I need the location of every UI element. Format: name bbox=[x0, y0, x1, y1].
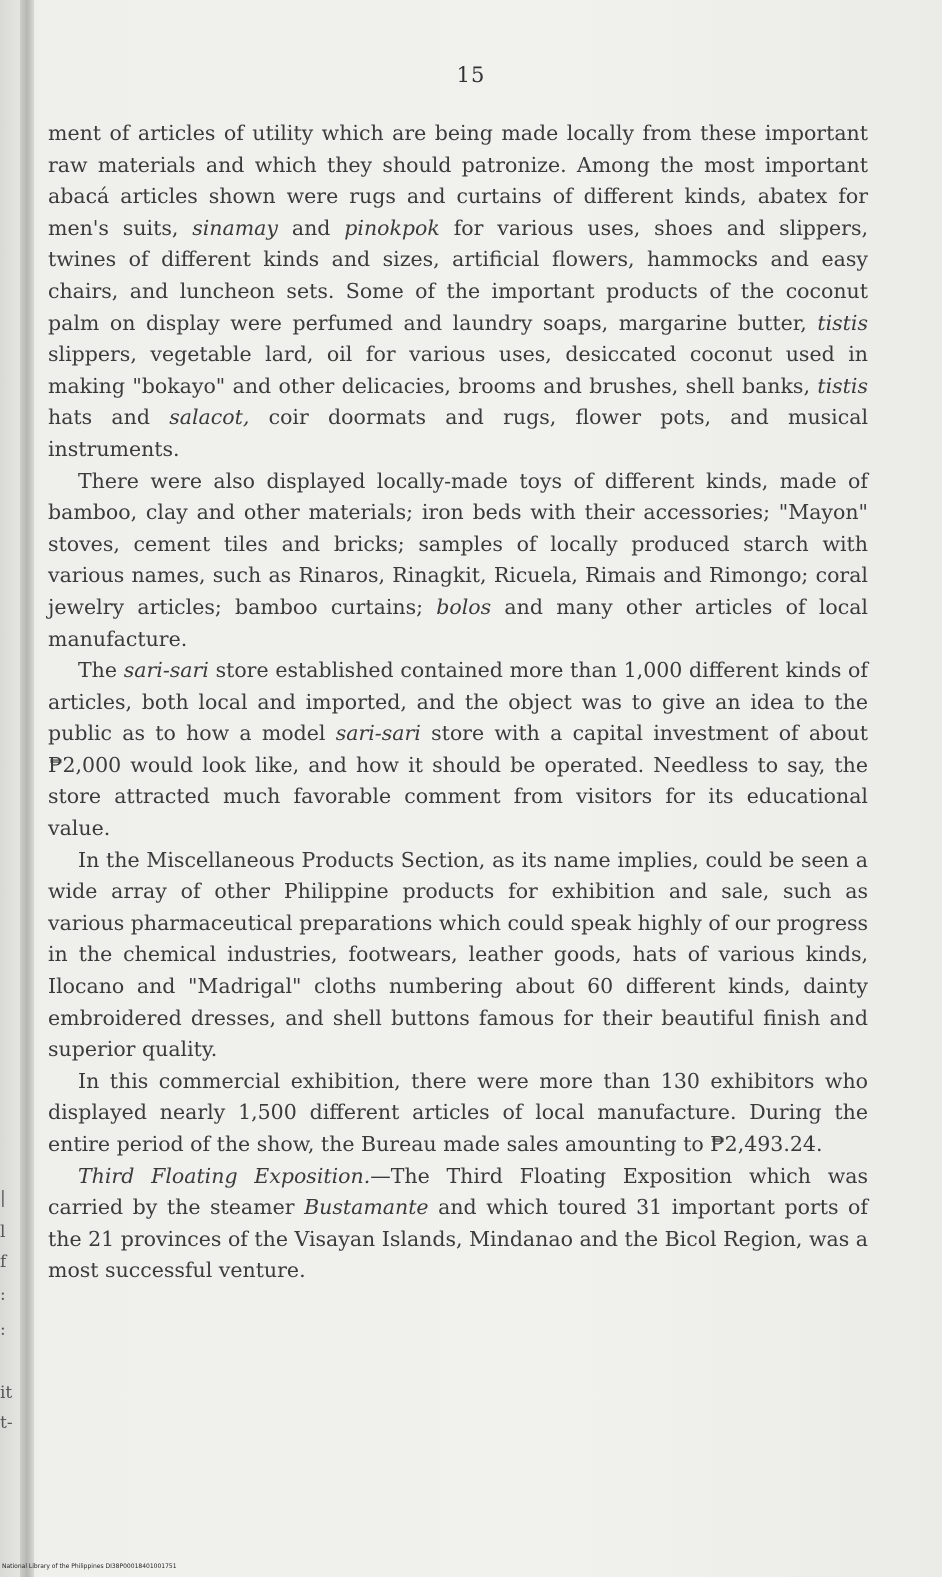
page-number: 15 bbox=[456, 63, 486, 87]
paragraph-5: In this commercial exhibition, there were more than 130 exhibitors who displayed nearly 1,500 different articles of local manufacture. During the entire period of the show, the Bureau made sales amounting to ₱2,493.24. bbox=[48, 1068, 868, 1156]
footer-credit: National Library of the Philippines DI38P00018401001751 bbox=[2, 1563, 177, 1570]
margin-mark: | bbox=[0, 1188, 6, 1208]
paragraph-6: Third Floating Exposition.—The Third Floating Exposition which was carried by the steamer Bustamante and which toured 31 important ports of the 21 provinces of the Visayan Islands, Mindanao and the Bicol Region, was a most successful venture. bbox=[48, 1163, 868, 1283]
book-binding-edge bbox=[20, 0, 34, 1577]
paragraph-4: In the Miscellaneous Products Section, as its name implies, could be seen a wide array of other Philippine products for exhibition and sale, such as various pharmaceutical preparations which could speak highly of our progress in the chemical industries, footwears, leather goods, hats of various kinds, Ilocano and "Madrigal" cloths numbering about 60 different kinds, dainty embroidered dresses, and shell buttons famous for their beautiful finish and superior quality. bbox=[48, 847, 868, 1062]
margin-mark: l bbox=[0, 1222, 6, 1242]
paragraph-1: ment of articles of utility which are being made locally from these important raw materials and which they should patronize. Among the most important abacá articles shown were rugs and curtains of different kinds, abatex for men's suits, sinamay and pinokpok for various uses, shoes and slippers, twines of different kinds and sizes, artificial flowers, hammocks and easy chairs, and luncheon sets. Some of the important products of the coconut palm on display were perfumed and laundry soaps, margarine butter, tistis slippers, vegetable lard, oil for various uses, desiccated coconut used in making "bokayo" and other delicacies, brooms and brushes, shell banks, tistis hats and salacot, coir doormats and rugs, flower pots, and musical instruments. bbox=[48, 121, 868, 461]
paragraph-2: There were also displayed locally-made toys of different kinds, made of bamboo, clay and other materials; iron beds with their accessories; "Mayon" stoves, cement tiles and bricks; samples of locally produced starch with various names, such as Rinaros, Rinagkit, Ricuela, Rimais and Rimongo; coral jewelry articles; bamboo curtains; bolos and many other articles of local manufacture. bbox=[48, 468, 868, 651]
margin-mark: it bbox=[0, 1383, 13, 1403]
margin-mark: : bbox=[0, 1320, 6, 1340]
paragraph-3: The sari-sari store established contained more than 1,000 different kinds of articles, both local and imported, and the object was to give an idea to the public as to how a model sari-sari store with a capital investment of about ₱2,000 would look like, and how it should be operated. Needless to say, the store attracted much favorable comment from visitors for its educational value. bbox=[48, 658, 868, 841]
body-text bbox=[48, 118, 868, 1287]
margin-mark: f bbox=[0, 1252, 7, 1272]
margin-mark: t- bbox=[0, 1413, 13, 1433]
margin-mark: : bbox=[0, 1285, 6, 1305]
